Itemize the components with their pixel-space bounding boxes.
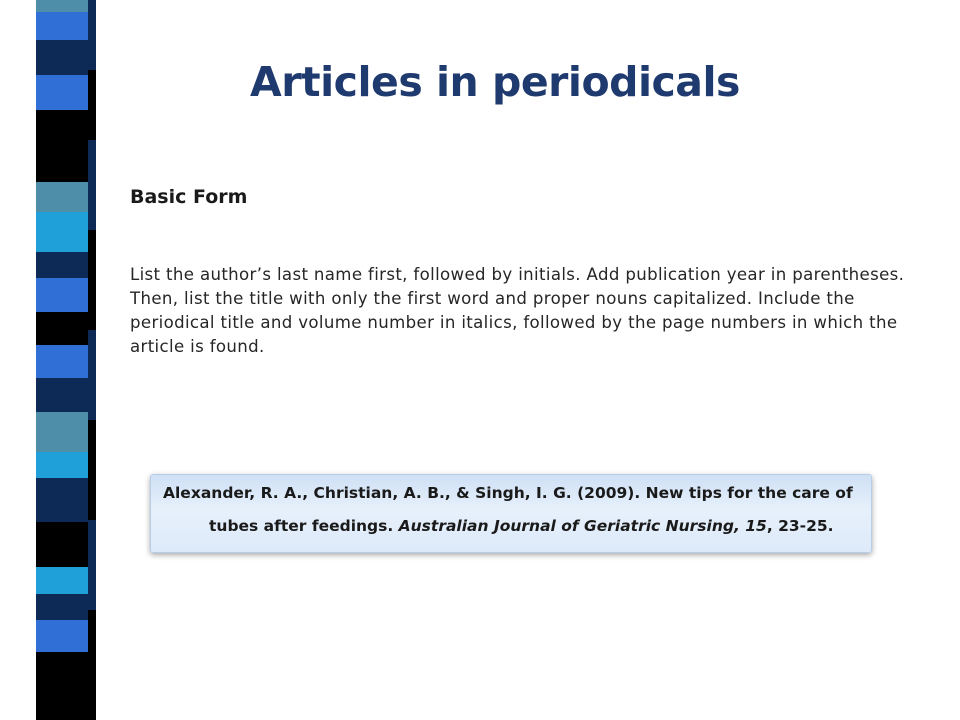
citation-pages: , 23-25. (766, 517, 834, 535)
stripe-segment (36, 212, 88, 252)
decorative-stripe-bar (0, 0, 110, 720)
stripe-edge-segment (88, 610, 96, 720)
stripe-segment (36, 0, 88, 12)
stripe-segment (36, 652, 88, 720)
stripe-segment (36, 252, 88, 278)
stripe-segment (36, 345, 88, 378)
section-heading: Basic Form (130, 186, 248, 208)
citation-line-1: Alexander, R. A., Christian, A. B., & Singh, I. G. (2009). New tips for the care of (163, 484, 853, 502)
stripe-edge-segment (88, 140, 96, 230)
stripe-segment (36, 182, 88, 212)
stripe-left-margin (0, 0, 36, 720)
stripe-segment (36, 110, 88, 182)
stripe-edge-segment (88, 520, 96, 610)
citation-article-title-end: tubes after feedings. (209, 517, 399, 535)
stripe-edge-segment (88, 230, 96, 330)
citation-line-2 (209, 517, 834, 535)
stripe-segment (36, 278, 88, 312)
stripe-edge-segment (88, 330, 96, 420)
stripe-segment (36, 567, 88, 594)
stripe-segment (36, 312, 88, 345)
stripe-segment (36, 12, 88, 40)
stripe-segment (36, 620, 88, 652)
citation-journal-volume: Australian Journal of Geriatric Nursing, 15 (398, 517, 767, 535)
stripe-segment (36, 412, 88, 452)
stripe-segment (36, 522, 88, 567)
stripe-edge-segment (88, 420, 96, 520)
stripe-segment (36, 478, 88, 522)
body-paragraph: List the author’s last name first, followed by initials. Add publication year in parentheses. Then, list the title with only the first word and proper nouns capitalized. Include the periodical title and volume number in italics, followed by the page numbers in which the article is found. (130, 265, 905, 356)
stripe-segment (36, 378, 88, 412)
slide-title: Articles in periodicals (250, 58, 740, 106)
stripe-segment (36, 594, 88, 620)
stripe-segment (36, 452, 88, 478)
